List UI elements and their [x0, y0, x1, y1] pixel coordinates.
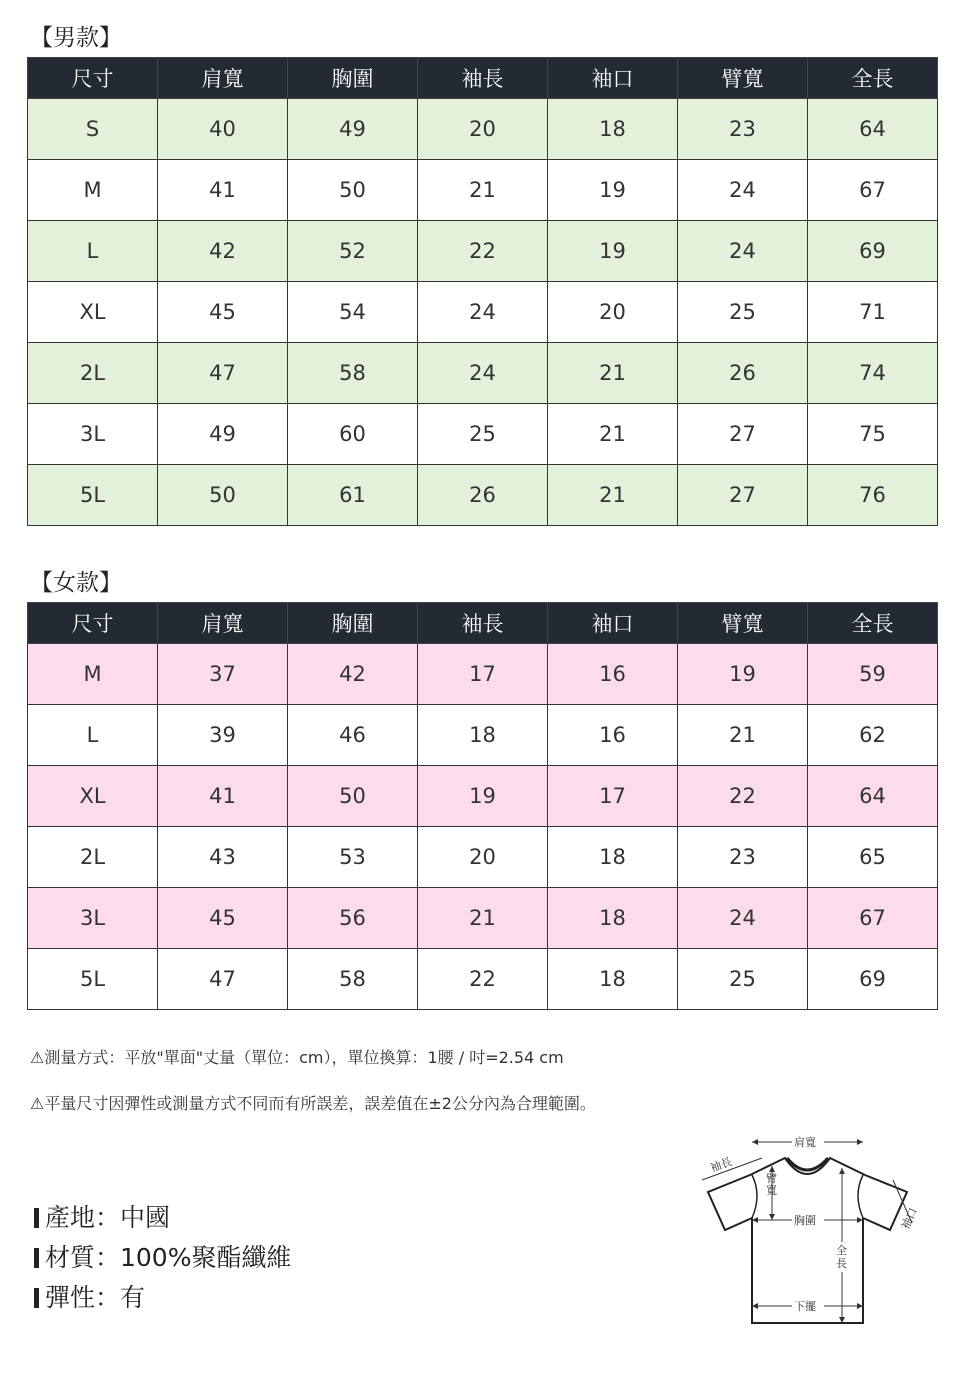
measurement-cell: 41	[158, 160, 288, 221]
table-row	[28, 160, 938, 221]
measurement-cell: 21	[418, 160, 548, 221]
bullet-bar	[34, 1288, 39, 1308]
column-header: 全長	[808, 603, 938, 644]
men-header-row	[28, 58, 938, 99]
label-cuff: 袖口	[898, 1205, 921, 1232]
measurement-cell: 69	[808, 949, 938, 1010]
measurement-cell: 22	[418, 949, 548, 1010]
measurement-cell: 26	[678, 343, 808, 404]
size-cell: M	[28, 160, 158, 221]
measurement-cell: 19	[418, 766, 548, 827]
measurement-cell: 19	[548, 221, 678, 282]
measurement-cell: 25	[678, 282, 808, 343]
measurement-cell: 54	[288, 282, 418, 343]
measurement-cell: 69	[808, 221, 938, 282]
measurement-cell: 49	[158, 404, 288, 465]
table-row	[28, 827, 938, 888]
column-header: 胸圍	[288, 603, 418, 644]
measurement-cell: 24	[678, 221, 808, 282]
measurement-cell: 42	[288, 644, 418, 705]
measurement-cell: 21	[548, 465, 678, 526]
label-chest: 胸圍	[794, 1214, 816, 1227]
measurement-cell: 21	[548, 404, 678, 465]
label-length-2: 長	[836, 1257, 847, 1270]
column-header: 全長	[808, 58, 938, 99]
measurement-cell: 26	[418, 465, 548, 526]
column-header: 袖口	[548, 603, 678, 644]
measurement-cell: 50	[158, 465, 288, 526]
measurement-cell: 17	[548, 766, 678, 827]
measurement-cell: 52	[288, 221, 418, 282]
measurement-cell: 76	[808, 465, 938, 526]
measurement-cell: 27	[678, 404, 808, 465]
measurement-cell: 20	[418, 99, 548, 160]
elasticity-text: 彈性：有	[45, 1283, 146, 1312]
measurement-cell: 58	[288, 949, 418, 1010]
measurement-cell: 21	[418, 888, 548, 949]
size-cell: L	[28, 221, 158, 282]
table-row	[28, 99, 938, 160]
column-header: 袖長	[418, 603, 548, 644]
measurement-cell: 24	[418, 343, 548, 404]
column-header: 袖口	[548, 58, 678, 99]
measurement-cell: 16	[548, 644, 678, 705]
measurement-cell: 45	[158, 888, 288, 949]
measurement-cell: 59	[808, 644, 938, 705]
measurement-cell: 19	[678, 644, 808, 705]
column-header: 胸圍	[288, 58, 418, 99]
size-cell: 2L	[28, 827, 158, 888]
measurement-cell: 16	[548, 705, 678, 766]
measurement-cell: 27	[678, 465, 808, 526]
measurement-cell: 67	[808, 160, 938, 221]
size-cell: XL	[28, 766, 158, 827]
bullet-bar	[34, 1208, 39, 1228]
column-header: 尺寸	[28, 603, 158, 644]
measurement-cell: 19	[548, 160, 678, 221]
table-row	[28, 766, 938, 827]
measurement-cell: 50	[288, 766, 418, 827]
measurement-cell: 25	[418, 404, 548, 465]
measurement-cell: 56	[288, 888, 418, 949]
label-arm-width-1: 臂	[766, 1172, 777, 1185]
measurement-cell: 65	[808, 827, 938, 888]
measurement-cell: 18	[548, 99, 678, 160]
measurement-cell: 46	[288, 705, 418, 766]
measurement-cell: 24	[678, 888, 808, 949]
size-cell: 3L	[28, 404, 158, 465]
measurement-cell: 49	[288, 99, 418, 160]
label-arm-width-2: 寬	[766, 1184, 777, 1197]
measurement-cell: 61	[288, 465, 418, 526]
measurement-cell: 41	[158, 766, 288, 827]
measurement-cell: 67	[808, 888, 938, 949]
measurement-cell: 60	[288, 404, 418, 465]
measurement-cell: 42	[158, 221, 288, 282]
measurement-cell: 18	[418, 705, 548, 766]
table-row	[28, 888, 938, 949]
bullet-bar	[34, 1248, 39, 1268]
measurement-cell: 20	[418, 827, 548, 888]
measurement-cell: 71	[808, 282, 938, 343]
measurement-cell: 47	[158, 343, 288, 404]
size-cell: 5L	[28, 465, 158, 526]
measurement-cell: 25	[678, 949, 808, 1010]
measurement-cell: 24	[418, 282, 548, 343]
column-header: 臂寬	[678, 58, 808, 99]
measurement-cell: 45	[158, 282, 288, 343]
table-row	[28, 221, 938, 282]
measurement-cell: 39	[158, 705, 288, 766]
measurement-cell: 50	[288, 160, 418, 221]
measurement-cell: 20	[548, 282, 678, 343]
column-header: 肩寬	[158, 58, 288, 99]
measurement-cell: 43	[158, 827, 288, 888]
label-hem: 下擺	[794, 1300, 816, 1313]
measurement-note: ⚠測量方式：平放"單面"丈量（單位：cm），單位換算：1腰 / 吋=2.54 cm	[30, 1048, 564, 1067]
measurement-cell: 22	[678, 766, 808, 827]
measurement-cell: 24	[678, 160, 808, 221]
table-row	[28, 282, 938, 343]
measurement-cell: 64	[808, 99, 938, 160]
material-text: 材質：100%聚酯纖維	[45, 1243, 292, 1272]
tolerance-note: ⚠平量尺寸因彈性或測量方式不同而有所誤差，誤差值在±2公分內為合理範圍。	[30, 1094, 596, 1113]
measurement-cell: 22	[418, 221, 548, 282]
tshirt-measurement-icon	[690, 1130, 940, 1335]
table-row	[28, 343, 938, 404]
measurement-cell: 75	[808, 404, 938, 465]
men-size-table	[27, 57, 938, 526]
size-cell: M	[28, 644, 158, 705]
label-sleeve-length: 袖長	[708, 1155, 734, 1175]
column-header: 尺寸	[28, 58, 158, 99]
size-cell: 5L	[28, 949, 158, 1010]
measurement-cell: 18	[548, 827, 678, 888]
measurement-cell: 18	[548, 888, 678, 949]
column-header: 袖長	[418, 58, 548, 99]
measurement-cell: 21	[678, 705, 808, 766]
measurement-cell: 37	[158, 644, 288, 705]
label-length-1: 全	[836, 1244, 847, 1257]
material-info	[34, 1245, 291, 1270]
column-header: 肩寬	[158, 603, 288, 644]
label-shoulder: 肩寬	[794, 1136, 816, 1149]
measurement-cell: 62	[808, 705, 938, 766]
women-size-table	[27, 602, 938, 1010]
men-section-title: 【男款】	[30, 25, 122, 51]
size-cell: S	[28, 99, 158, 160]
origin-text: 產地：中國	[45, 1203, 171, 1232]
origin-info	[34, 1205, 170, 1230]
column-header: 臂寬	[678, 603, 808, 644]
table-row	[28, 705, 938, 766]
table-row	[28, 644, 938, 705]
measurement-cell: 58	[288, 343, 418, 404]
measurement-cell: 40	[158, 99, 288, 160]
size-cell: XL	[28, 282, 158, 343]
measurement-cell: 74	[808, 343, 938, 404]
size-cell: 2L	[28, 343, 158, 404]
size-cell: L	[28, 705, 158, 766]
measurement-cell: 53	[288, 827, 418, 888]
table-row	[28, 949, 938, 1010]
table-row	[28, 465, 938, 526]
measurement-cell: 47	[158, 949, 288, 1010]
measurement-cell: 23	[678, 827, 808, 888]
measurement-cell: 21	[548, 343, 678, 404]
table-row	[28, 404, 938, 465]
measurement-cell: 18	[548, 949, 678, 1010]
elasticity-info	[34, 1285, 145, 1310]
women-section-title: 【女款】	[30, 570, 122, 596]
measurement-cell: 17	[418, 644, 548, 705]
women-header-row	[28, 603, 938, 644]
size-cell: 3L	[28, 888, 158, 949]
measurement-cell: 23	[678, 99, 808, 160]
measurement-cell: 64	[808, 766, 938, 827]
